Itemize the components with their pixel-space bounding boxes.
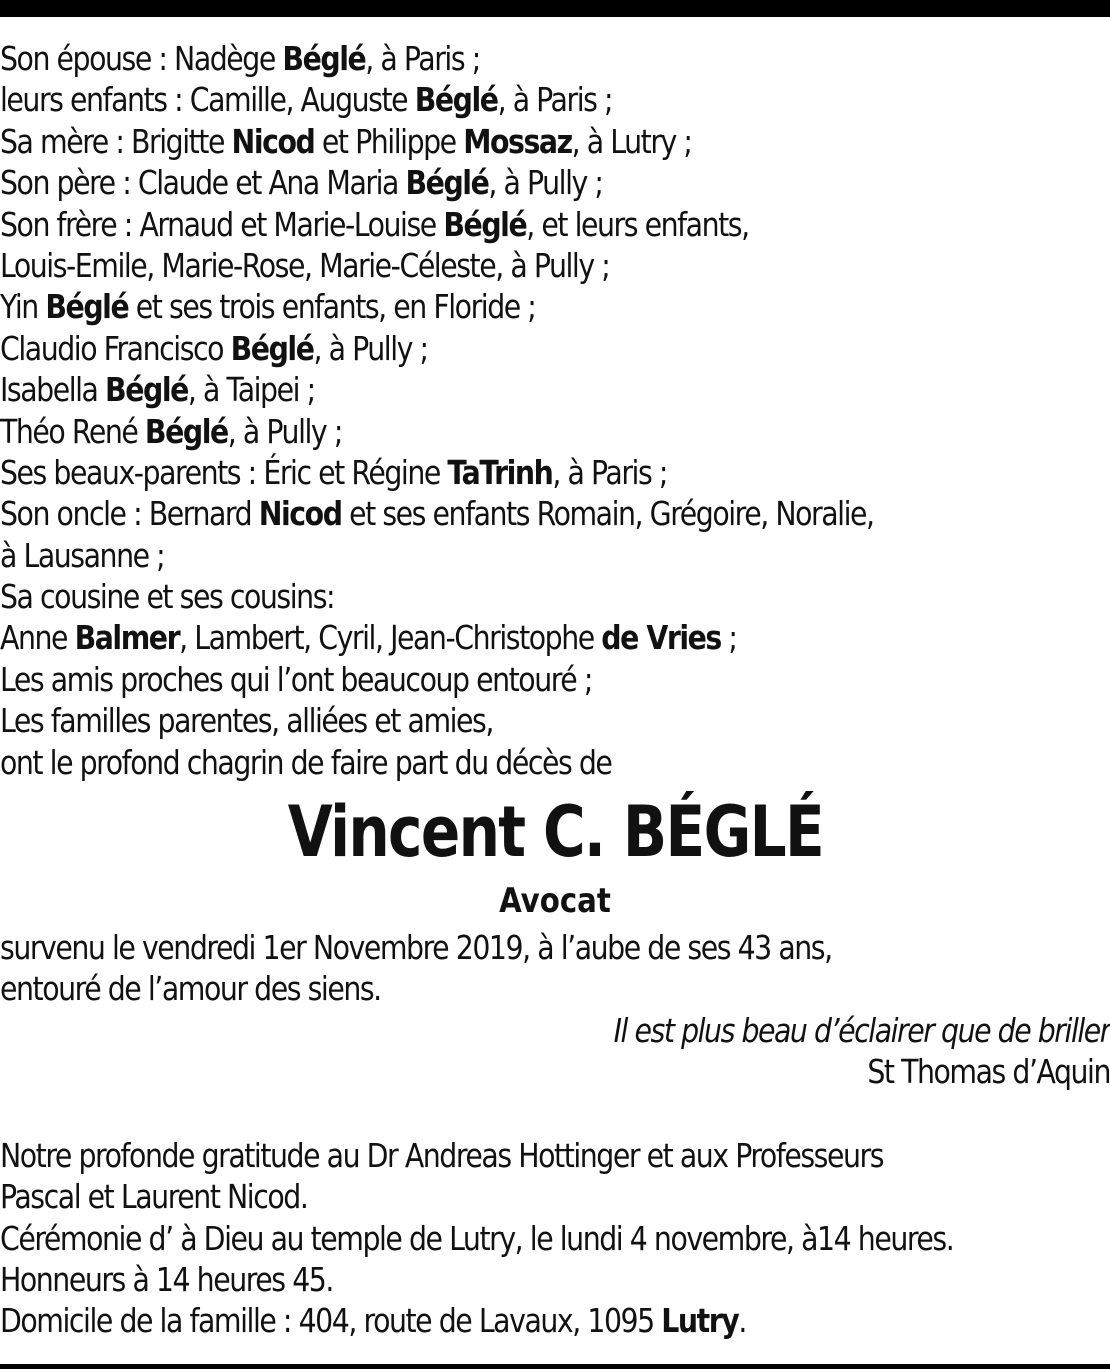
family-line xyxy=(0,79,1109,120)
line-text: leurs enfants : Camille, Auguste xyxy=(0,80,415,120)
line-text: , et leurs enfants, xyxy=(526,204,749,244)
line-text: Son épouse : Nadège xyxy=(0,39,283,78)
line-text: et Philippe xyxy=(314,121,464,161)
deceased-profession: Avocat xyxy=(499,881,611,922)
family-line xyxy=(0,328,1109,369)
family-line xyxy=(0,576,1109,617)
family-line xyxy=(0,700,1109,741)
line-text: Sa cousine et ses cousins: xyxy=(0,577,335,617)
line-text: , à Paris ; xyxy=(497,80,613,120)
profession-block xyxy=(0,879,1110,923)
honours-line: Honneurs à 14 heures 45. xyxy=(0,1259,333,1299)
line-text: Son frère : Arnaud et Marie-Louise xyxy=(0,204,444,244)
family-line xyxy=(0,493,1109,534)
surname: Béglé xyxy=(443,204,527,244)
domicile-suffix: . xyxy=(738,1301,746,1341)
line-text: , à Taipei ; xyxy=(187,370,315,410)
family-line xyxy=(0,535,1109,576)
line-text: à Lausanne ; xyxy=(0,535,165,575)
line-text: , à Pully ; xyxy=(227,411,342,451)
surname: Béglé xyxy=(105,370,188,410)
family-line xyxy=(0,245,1109,286)
quote-text: Il est plus beau d’éclairer que de briller xyxy=(613,1010,1110,1050)
line-text: et ses enfants Romain, Grégoire, Noralie, xyxy=(341,494,874,534)
family-line xyxy=(0,38,1109,79)
line-text: Son père : Claude et Ana Maria xyxy=(0,163,406,203)
thanks-line: Notre profonde gratitude au Dr Andreas Hottinger et aux Professeurs xyxy=(0,1135,884,1175)
surname: Béglé xyxy=(282,39,366,78)
family-line xyxy=(0,121,1109,162)
line-text: Son oncle : Bernard xyxy=(0,494,259,534)
family-line xyxy=(0,162,1109,203)
line-text: Les familles parentes, alliées et amies, xyxy=(0,701,493,741)
line-text: et ses trois enfants, en Floride ; xyxy=(128,287,536,327)
family-line xyxy=(0,204,1109,245)
line-text: , à Pully ; xyxy=(313,328,428,368)
line-text: ; xyxy=(720,618,737,658)
line-text: Yin xyxy=(0,287,46,327)
line-text: , Lambert, Cyril, Jean-Christophe xyxy=(179,618,602,658)
line-text: , à Pully ; xyxy=(488,163,603,203)
top-rule xyxy=(0,0,1110,17)
family-line xyxy=(0,369,1109,410)
line-text: Louis-Emile, Marie-Rose, Marie-Céleste, à Pully ; xyxy=(0,245,610,285)
deceased-name-block xyxy=(0,791,1110,874)
line-text: Les amis proches qui l’ont beaucoup entouré ; xyxy=(0,659,592,699)
surname: Béglé xyxy=(45,287,129,327)
line-text: Sa mère : Brigitte xyxy=(0,121,232,161)
line-text: , à Lutry ; xyxy=(571,121,692,161)
death-notice xyxy=(0,927,1110,1010)
family-list xyxy=(0,38,1110,783)
ceremony-line: Cérémonie d’ à Dieu au temple de Lutry, le lundi 4 novembre, à14 heures. xyxy=(0,1218,954,1258)
line-text: Ses beaux-parents : Éric et Régine xyxy=(0,452,448,492)
surname: Nicod xyxy=(258,494,342,534)
surname: Béglé xyxy=(230,328,314,368)
quote-author: St Thomas d’Aquin xyxy=(867,1051,1110,1091)
family-line xyxy=(0,742,1109,783)
obituary-notice xyxy=(0,38,1110,1342)
bottom-rule xyxy=(0,1364,1110,1369)
surname: Béglé xyxy=(405,163,489,203)
domicile-address: Domicile de la famille : 404, route de Lavaux, 1095 xyxy=(0,1301,662,1341)
death-notice-line: entouré de l’amour des siens. xyxy=(0,969,381,1009)
surname: Béglé xyxy=(144,411,228,451)
quote-block xyxy=(0,1010,1110,1092)
surname: Nicod xyxy=(231,121,315,161)
family-line xyxy=(0,659,1109,700)
family-line xyxy=(0,411,1109,452)
thanks-line: Pascal et Laurent Nicod. xyxy=(0,1177,308,1217)
surname: TaTrinh xyxy=(447,452,553,492)
family-line xyxy=(0,452,1109,493)
closing-block xyxy=(0,1135,1110,1342)
line-text: Théo René xyxy=(0,411,145,451)
domicile-city: Lutry xyxy=(661,1301,739,1341)
line-text: Claudio Francisco xyxy=(0,328,231,368)
domicile-line xyxy=(0,1300,1109,1341)
line-text: , à Paris ; xyxy=(365,39,480,78)
family-line xyxy=(0,286,1109,327)
line-text: Anne xyxy=(0,618,75,658)
surname: Mossaz xyxy=(463,121,572,161)
line-text: Isabella xyxy=(0,370,106,410)
line-text: , à Paris ; xyxy=(552,452,667,492)
spacer xyxy=(0,1092,1110,1135)
line-text: ont le profond chagrin de faire part du décès de xyxy=(0,742,612,782)
family-line xyxy=(0,617,1109,658)
surname: de Vries xyxy=(601,618,721,658)
surname: Balmer xyxy=(74,618,180,658)
surname: Béglé xyxy=(414,80,498,120)
death-notice-line: survenu le vendredi 1er Novembre 2019, à l’aube de ses 43 ans, xyxy=(0,928,832,968)
deceased-name: Vincent C. BÉGLÉ xyxy=(287,791,823,874)
